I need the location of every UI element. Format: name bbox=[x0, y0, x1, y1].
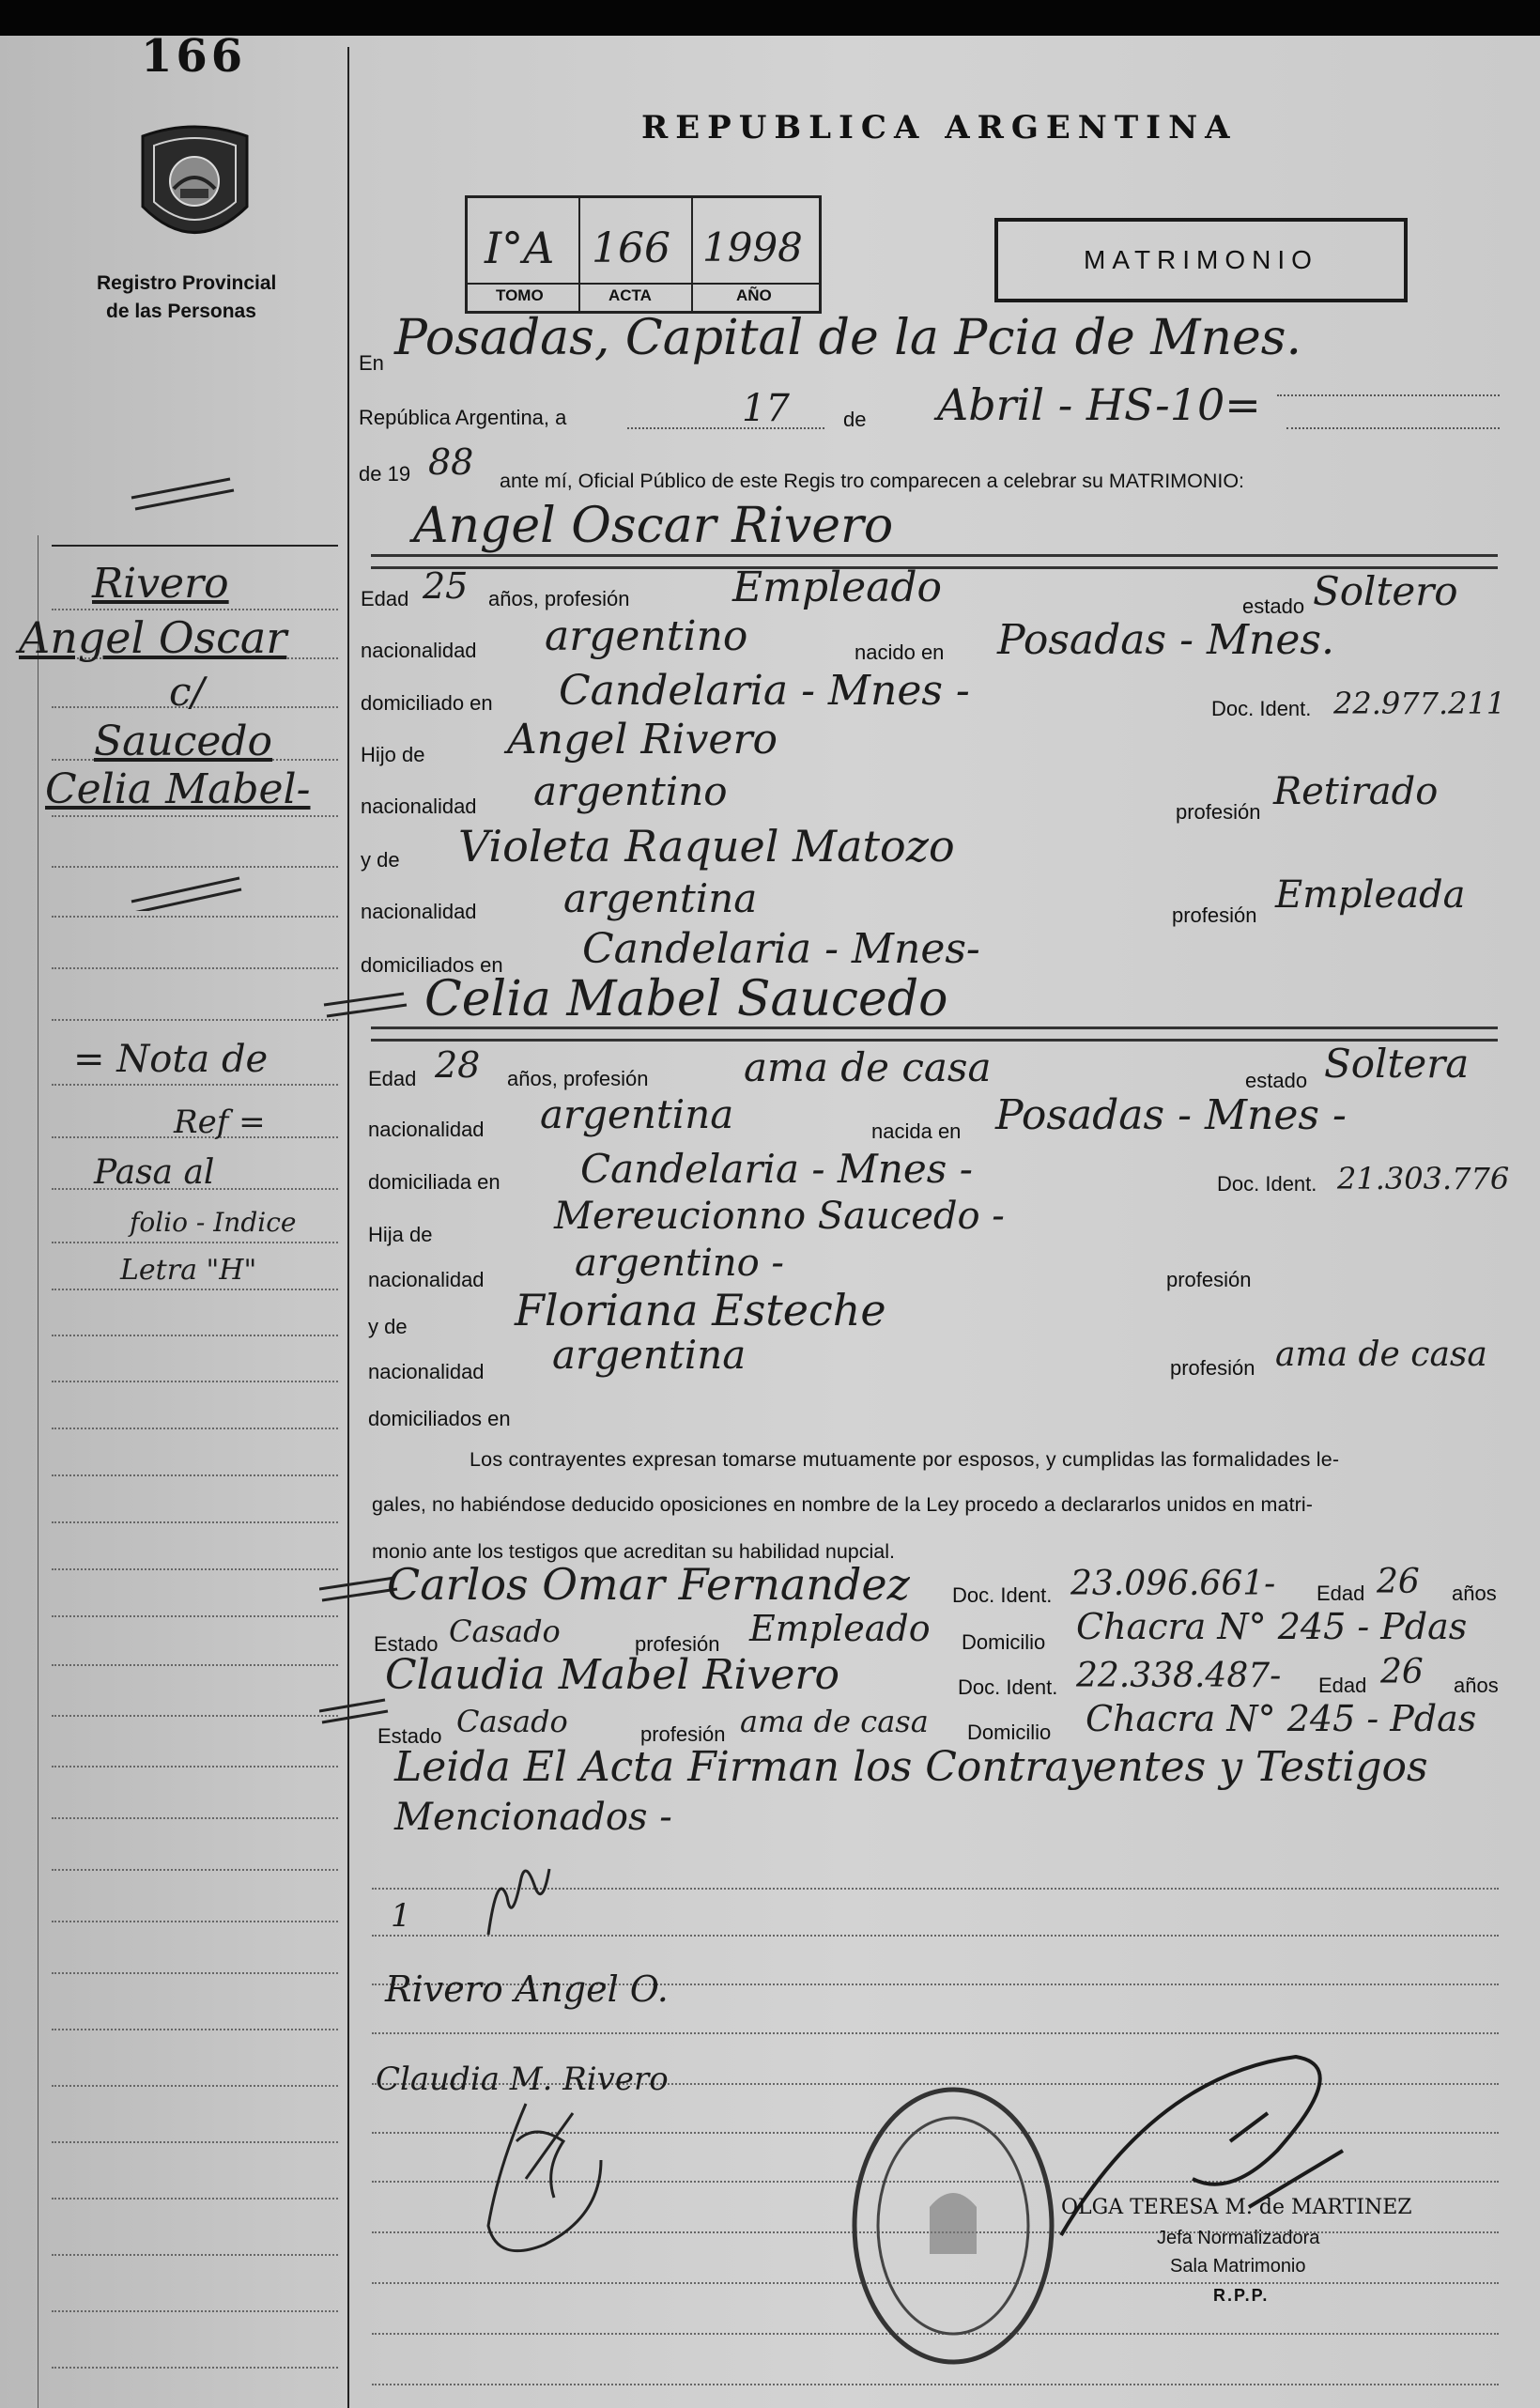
groom-address: Candelaria - Mnes - bbox=[559, 667, 970, 715]
declaration-line-3: monio ante los testigos que acreditan su habilidad nupcial. bbox=[372, 1540, 895, 1563]
witness2-estado-label: Estado bbox=[377, 1724, 442, 1748]
margin-rule bbox=[52, 2085, 338, 2087]
margin-rule bbox=[52, 2198, 338, 2200]
groom-nacido-label: nacido en bbox=[855, 641, 945, 664]
groom-doc-label: Doc. Ident. bbox=[1211, 697, 1312, 720]
bride-mother-nationality: argentina bbox=[552, 1332, 747, 1378]
margin-rule bbox=[52, 1084, 338, 1086]
groom-father-profession: Retirado bbox=[1273, 770, 1439, 813]
margin-rule bbox=[52, 1474, 338, 1476]
margin-bride-given: Celia Mabel- bbox=[45, 765, 311, 813]
witness1-civil-status: Casado bbox=[449, 1613, 561, 1649]
bride-mother-prof-label: profesión bbox=[1170, 1356, 1255, 1380]
act-box-divider-1 bbox=[578, 198, 580, 311]
witness2-edad-label: Edad bbox=[1318, 1674, 1367, 1697]
country-heading: REPUBLICA ARGENTINA bbox=[641, 109, 1238, 147]
signature-top bbox=[470, 1841, 582, 1953]
registry-office-line2: de las Personas bbox=[106, 301, 256, 322]
margin-rule bbox=[52, 967, 338, 969]
bride-father-name: Mereucionno Saucedo - bbox=[554, 1195, 1005, 1238]
bride-father-prof-label: profesión bbox=[1166, 1268, 1252, 1291]
bride-name-line bbox=[371, 1026, 1498, 1029]
signature-bride bbox=[460, 2085, 639, 2273]
bride-domiciliados-label: domiciliados en bbox=[368, 1407, 511, 1430]
bride-birthplace: Posadas - Mnes - bbox=[995, 1091, 1347, 1139]
intro-statement: ante mí, Oficial Público de este Regis tro comparecen a celebrar su MATRIMONIO: bbox=[500, 470, 1245, 492]
groom-domicilio-label: domiciliado en bbox=[361, 691, 493, 715]
bride-address: Candelaria - Mnes - bbox=[580, 1146, 973, 1192]
body-rule bbox=[372, 2384, 1499, 2385]
groom-name-line bbox=[371, 554, 1498, 557]
witness2-doc-label: Doc. Ident. bbox=[958, 1675, 1058, 1699]
folio-number: 166 bbox=[141, 30, 247, 83]
bride-civil-status: Soltera bbox=[1324, 1041, 1470, 1087]
bride-full-name: Celia Mabel Saucedo bbox=[424, 971, 948, 1027]
bride-estado-label: estado bbox=[1245, 1069, 1308, 1092]
signature-rivero: Rivero Angel O. bbox=[385, 1968, 669, 2010]
witness1-estado-label: Estado bbox=[374, 1632, 439, 1656]
witness2-doc-number: 22.338.487- bbox=[1076, 1657, 1282, 1695]
declaration-line-1: Los contrayentes expresan tomarse mutuamente por esposos, y cumplidas las formalidades le- bbox=[470, 1448, 1340, 1471]
margin-rule bbox=[52, 1817, 338, 1819]
groom-anos-profesion-label: años, profesión bbox=[488, 587, 630, 610]
ano-label: AÑO bbox=[736, 286, 772, 304]
margin-rule bbox=[52, 1289, 338, 1290]
acta-label: ACTA bbox=[608, 286, 652, 304]
tomo-value: I°A bbox=[485, 223, 555, 273]
margin-rule bbox=[52, 2141, 338, 2143]
margin-groom-given: Angel Oscar bbox=[19, 612, 287, 663]
groom-father-name: Angel Rivero bbox=[507, 716, 778, 764]
act-box-divider-2 bbox=[691, 198, 693, 311]
groom-father-nat-label: nacionalidad bbox=[361, 795, 477, 818]
acta-value: 166 bbox=[592, 224, 670, 272]
margin-rule bbox=[52, 916, 338, 918]
official-round-seal bbox=[845, 2076, 1061, 2376]
witness2-profession: ama de casa bbox=[740, 1704, 929, 1739]
official-name: OLGA TERESA M. de MARTINEZ bbox=[1061, 2196, 1412, 2219]
groom-nationality: argentino bbox=[545, 612, 748, 660]
act-type-title: MATRIMONIO bbox=[1084, 245, 1318, 274]
witness2-name: Claudia Mabel Rivero bbox=[385, 1651, 839, 1699]
margin-rule bbox=[52, 1972, 338, 1974]
bride-mother-name: Floriana Esteche bbox=[515, 1285, 886, 1335]
bride-hija-label: Hija de bbox=[368, 1223, 433, 1246]
bride-edad-label: Edad bbox=[368, 1067, 417, 1090]
provincial-seal-logo bbox=[131, 117, 258, 249]
groom-estado-label: estado bbox=[1242, 594, 1305, 618]
signature-marker: 1 bbox=[391, 1897, 411, 1935]
margin-groom-surname: Rivero bbox=[92, 560, 229, 608]
groom-civil-status: Soltero bbox=[1313, 568, 1458, 614]
margin-rule bbox=[52, 1381, 338, 1382]
act-box-label-row bbox=[468, 283, 819, 285]
bride-nacida-label: nacida en bbox=[871, 1119, 962, 1143]
bride-nacionalidad-label: nacionalidad bbox=[368, 1118, 485, 1141]
witness1-age: 26 bbox=[1377, 1563, 1420, 1601]
margin-rule bbox=[52, 2367, 338, 2369]
bride-domiciliada-label: domiciliada en bbox=[368, 1170, 500, 1194]
witness1-profesion-label: profesión bbox=[635, 1632, 720, 1656]
year-suffix: 88 bbox=[428, 441, 474, 483]
groom-parents-address: Candelaria - Mnes- bbox=[582, 925, 980, 973]
tomo-label: TOMO bbox=[496, 286, 544, 304]
margin-note-5: Letra "H" bbox=[120, 1254, 257, 1287]
witness1-profession: Empleado bbox=[749, 1608, 931, 1649]
groom-father-nationality: argentino bbox=[533, 768, 728, 814]
signature-claudia: Claudia M. Rivero bbox=[376, 2061, 669, 2098]
margin-rule bbox=[52, 1615, 338, 1617]
declaration-line-2: gales, no habiéndose deducido oposiciones en nombre de la Ley procedo a declararlos unidos en matri- bbox=[372, 1493, 1314, 1516]
en-label: En bbox=[359, 351, 384, 375]
margin-rule bbox=[52, 1019, 338, 1021]
witness2-age: 26 bbox=[1380, 1653, 1424, 1691]
bride-anos-profesion-label: años, profesión bbox=[507, 1067, 649, 1090]
margin-rule bbox=[52, 1428, 338, 1429]
margin-rule bbox=[52, 1715, 338, 1717]
margin-connector: c/ bbox=[169, 669, 205, 715]
margin-note-4: folio - Indice bbox=[130, 1207, 297, 1238]
groom-nacionalidad-label: nacionalidad bbox=[361, 639, 477, 662]
official-office: Sala Matrimonio bbox=[1170, 2256, 1306, 2277]
groom-birthplace: Posadas - Mnes. bbox=[997, 616, 1334, 664]
official-abbr: R.P.P. bbox=[1213, 2286, 1270, 2305]
witness2-domicilio-label: Domicilio bbox=[967, 1721, 1052, 1744]
groom-edad-label: Edad bbox=[361, 587, 409, 610]
bride-yde-label: y de bbox=[368, 1315, 408, 1338]
witness2-address: Chacra N° 245 - Pdas bbox=[1086, 1698, 1477, 1739]
margin-rule bbox=[52, 1921, 338, 1922]
groom-mother-profession: Empleada bbox=[1275, 873, 1466, 917]
month-time-value: Abril - HS-10= bbox=[937, 379, 1261, 430]
day-fill bbox=[627, 427, 824, 429]
margin-rule bbox=[52, 2254, 338, 2256]
margin-note-1: = Nota de bbox=[73, 1038, 269, 1081]
margin-bride-surname: Saucedo bbox=[94, 718, 273, 765]
bride-mother-profession: ama de casa bbox=[1275, 1335, 1487, 1374]
groom-age: 25 bbox=[423, 565, 469, 607]
witness1-address: Chacra N° 245 - Pdas bbox=[1076, 1606, 1468, 1647]
place-fill bbox=[1277, 394, 1500, 396]
groom-yde-label: y de bbox=[361, 848, 400, 872]
bride-profession: ama de casa bbox=[744, 1044, 992, 1090]
margin-rule bbox=[52, 1766, 338, 1767]
groom-domiciliados-label: domiciliados en bbox=[361, 953, 503, 977]
ano-value: 1998 bbox=[702, 224, 803, 270]
registry-office-line1: Registro Provincial bbox=[97, 272, 277, 294]
groom-mother-nat-label: nacionalidad bbox=[361, 900, 477, 923]
margin-rule bbox=[52, 1664, 338, 1666]
groom-mother-nationality: argentina bbox=[563, 875, 758, 921]
bride-age: 28 bbox=[435, 1044, 481, 1086]
witness1-domicilio-label: Domicilio bbox=[962, 1630, 1046, 1654]
margin-rule bbox=[52, 2029, 338, 2030]
groom-mother-name: Violeta Raquel Matozo bbox=[458, 821, 955, 872]
witness2-civil-status: Casado bbox=[456, 1704, 568, 1739]
margin-rule bbox=[52, 1335, 338, 1336]
body-rule bbox=[372, 2032, 1499, 2034]
official-signature bbox=[1042, 2038, 1362, 2254]
bride-doc-number: 21.303.776 bbox=[1337, 1161, 1510, 1196]
margin-rule bbox=[52, 1568, 338, 1570]
day-value: 17 bbox=[742, 387, 790, 430]
witness1-anos-label: años bbox=[1452, 1582, 1497, 1605]
closing-line-1: Leida El Acta Firman los Contrayentes y Testigos bbox=[394, 1743, 1428, 1791]
bride-mother-nat-label: nacionalidad bbox=[368, 1360, 485, 1383]
groom-profession: Empleado bbox=[732, 563, 943, 611]
margin-note-2: Ref = bbox=[174, 1104, 266, 1141]
bride-father-nationality: argentino - bbox=[575, 1242, 784, 1285]
witness1-doc-label: Doc. Ident. bbox=[952, 1583, 1053, 1607]
groom-full-name: Angel Oscar Rivero bbox=[413, 498, 894, 554]
groom-mother-prof-label: profesión bbox=[1172, 903, 1257, 927]
margin-note-3: Pasa al bbox=[94, 1153, 215, 1192]
bride-nationality: argentina bbox=[540, 1091, 734, 1137]
bride-father-nat-label: nacionalidad bbox=[368, 1268, 485, 1291]
margin-rule bbox=[52, 1521, 338, 1523]
de-label: de bbox=[843, 408, 867, 431]
act-number-box bbox=[465, 195, 822, 314]
groom-hijo-label: Hijo de bbox=[361, 743, 425, 766]
witness1-edad-label: Edad bbox=[1317, 1582, 1365, 1605]
official-title: Jefa Normalizadora bbox=[1157, 2228, 1320, 2248]
place-value: Posadas, Capital de la Pcia de Mnes. bbox=[394, 310, 1302, 366]
groom-doc-number: 22.977.211 bbox=[1333, 686, 1506, 721]
closing-line-2: Mencionados - bbox=[394, 1796, 672, 1839]
margin-rule bbox=[52, 1242, 338, 1243]
act-type-box bbox=[994, 218, 1408, 302]
witness2-anos-label: años bbox=[1454, 1674, 1499, 1697]
witness1-doc-number: 23.096.661- bbox=[1070, 1565, 1276, 1603]
year-prefix: de 19 bbox=[359, 462, 411, 486]
republica-label: República Argentina, a bbox=[359, 406, 567, 429]
margin-rule bbox=[52, 2310, 338, 2312]
witness2-profesion-label: profesión bbox=[640, 1722, 726, 1746]
margin-rule bbox=[52, 1869, 338, 1871]
witness1-name: Carlos Omar Fernandez bbox=[387, 1559, 910, 1610]
groom-father-prof-label: profesión bbox=[1176, 800, 1261, 824]
bride-doc-label: Doc. Ident. bbox=[1217, 1172, 1317, 1196]
month-fill bbox=[1286, 427, 1500, 429]
